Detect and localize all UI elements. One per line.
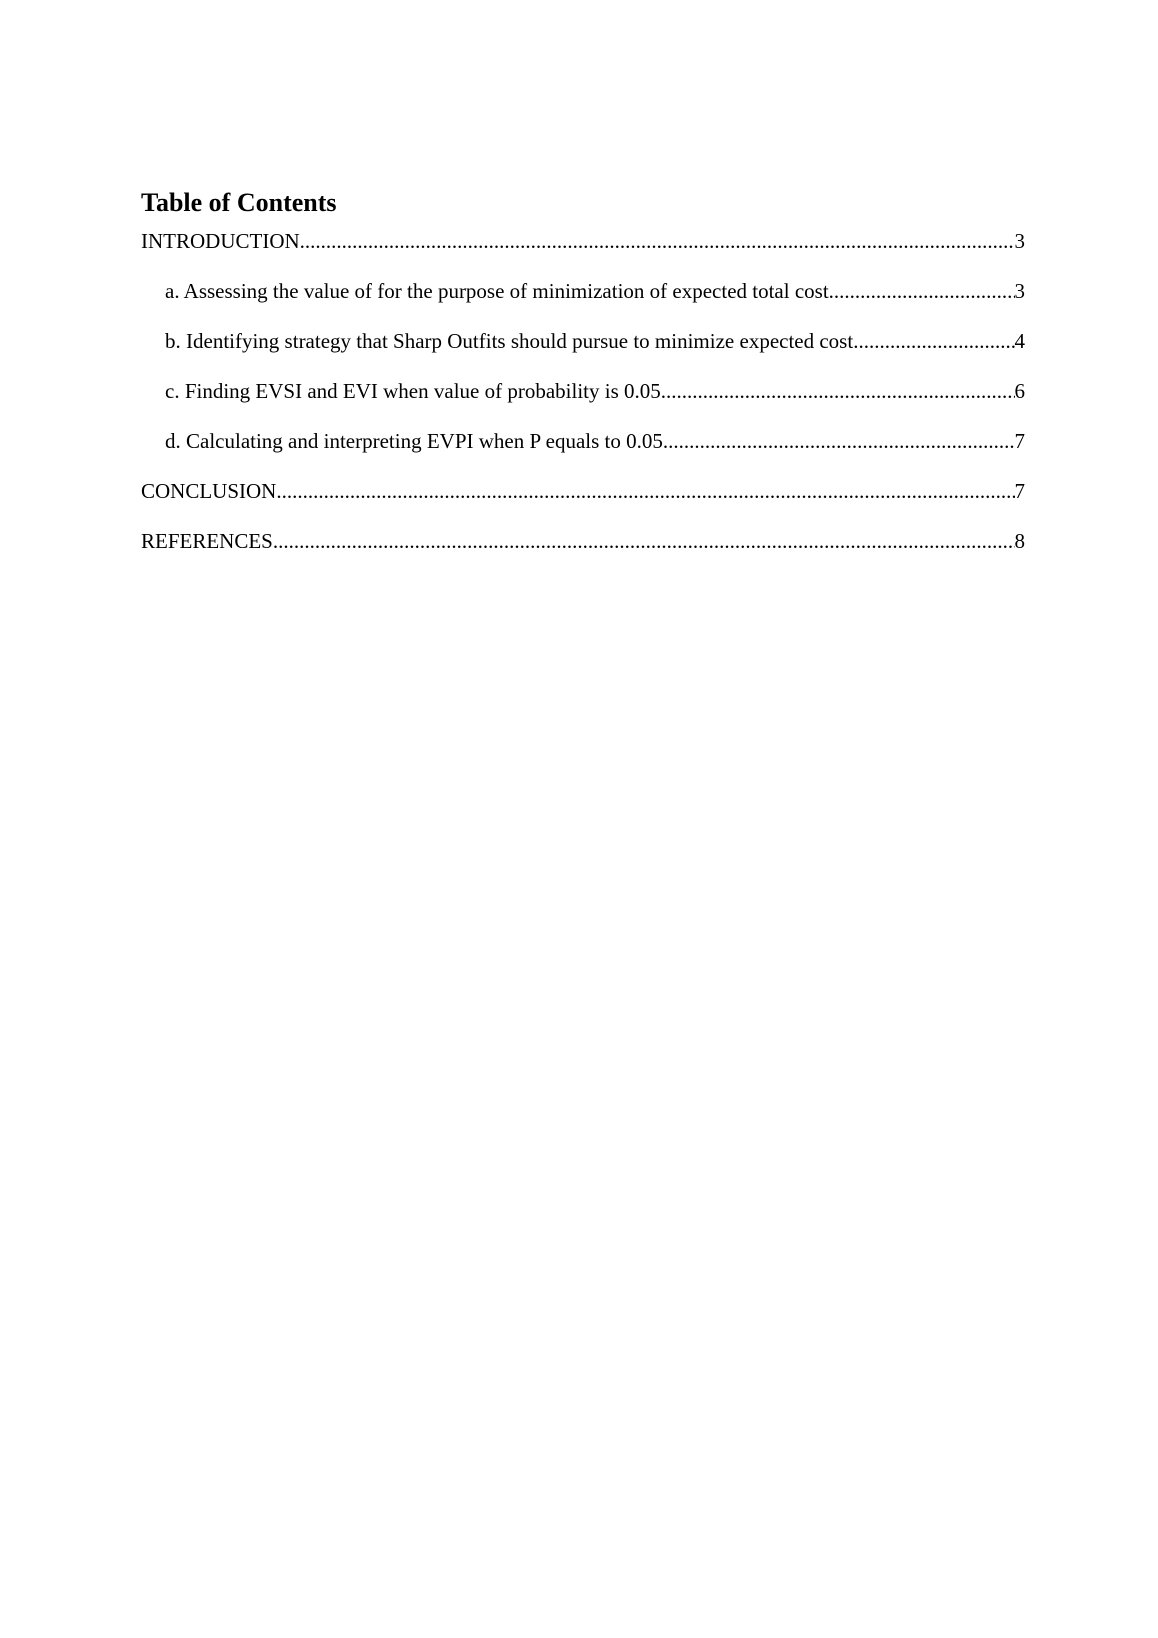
dot-leader: [661, 377, 1015, 405]
toc-entry-label: c. Finding EVSI and EVI when value of probability is 0.05: [165, 379, 661, 403]
toc-entry-label: REFERENCES: [141, 529, 273, 553]
toc-title: Table of Contents: [141, 188, 337, 217]
toc-entry-label: INTRODUCTION: [141, 229, 300, 253]
toc-page-number: 6: [1014, 379, 1025, 403]
toc-page-number: 3: [1014, 229, 1025, 253]
dot-leader: [273, 527, 1015, 555]
dot-leader: [829, 277, 1015, 305]
dot-leader: [663, 427, 1015, 455]
toc-entry-conclusion[interactable]: [141, 477, 1025, 505]
dot-leader: [276, 477, 1014, 505]
toc-entry-label: d. Calculating and interpreting EVPI when P equals to 0.05: [165, 429, 663, 453]
toc-entry-references[interactable]: [141, 527, 1025, 555]
table-of-contents: [141, 186, 1025, 577]
toc-entry-section-a[interactable]: [141, 277, 1025, 305]
toc-entry-section-d[interactable]: [141, 427, 1025, 455]
dot-leader: [853, 327, 1014, 355]
toc-entry-label: a. Assessing the value of for the purpose of minimization of expected total cost: [165, 279, 829, 303]
toc-entry-label: CONCLUSION: [141, 479, 277, 503]
toc-entry-introduction[interactable]: [141, 227, 1025, 255]
toc-page-number: 7: [1014, 479, 1025, 503]
toc-page-number: 4: [1014, 329, 1025, 353]
toc-entry-section-b[interactable]: [141, 327, 1025, 355]
toc-page-number: 8: [1014, 529, 1025, 553]
toc-entry-list: [141, 227, 1025, 555]
toc-entry-label: b. Identifying strategy that Sharp Outfits should pursue to minimize expected cost: [165, 329, 854, 353]
toc-page-number: 7: [1014, 429, 1025, 453]
toc-page-number: 3: [1014, 279, 1025, 303]
toc-entry-section-c[interactable]: [141, 377, 1025, 405]
dot-leader: [300, 227, 1015, 255]
